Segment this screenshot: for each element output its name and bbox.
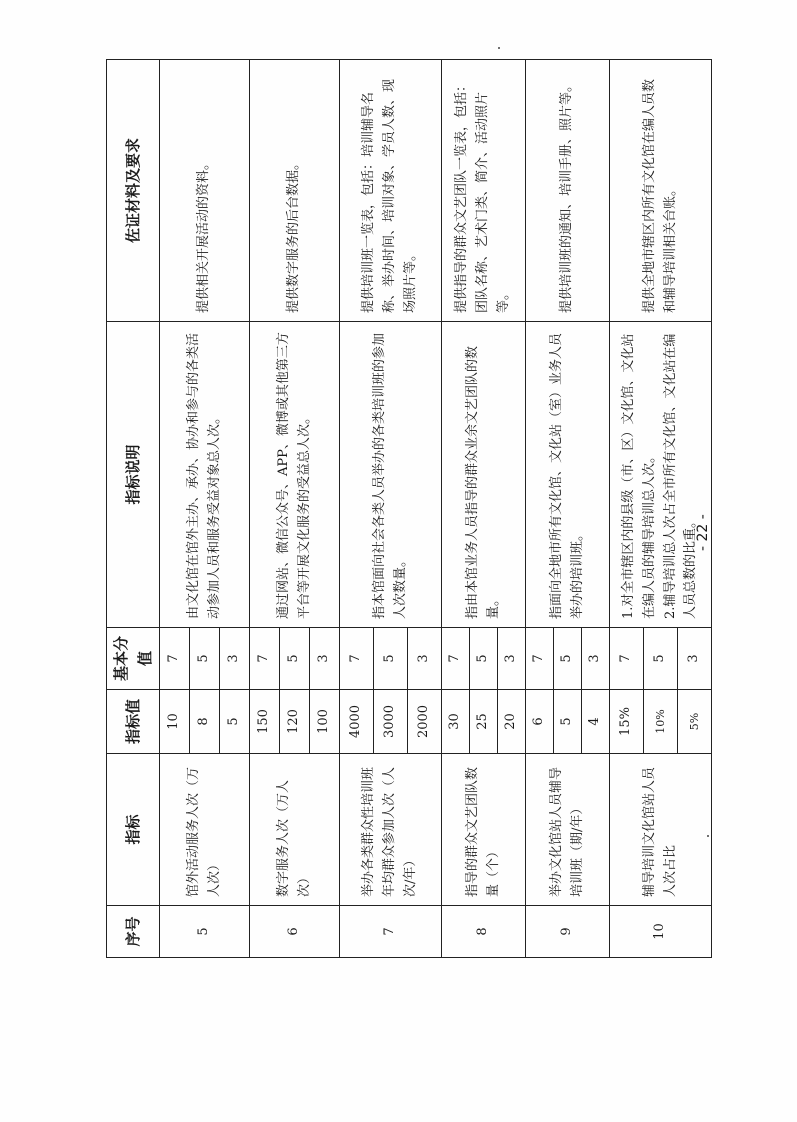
score-value: 5 bbox=[190, 628, 220, 690]
target-value: 5 bbox=[554, 690, 582, 754]
target-value: 5 bbox=[220, 690, 250, 754]
header-seq: 序号 bbox=[107, 906, 160, 958]
score-value: 3 bbox=[310, 628, 340, 690]
score-value: 7 bbox=[160, 628, 190, 690]
table-row bbox=[250, 60, 280, 958]
row-explanation: 指面向全地市所有文化馆、文化站（室）业务人员举办的培训班。 bbox=[526, 322, 610, 628]
row-seq: 9 bbox=[526, 906, 610, 958]
table-row bbox=[442, 60, 470, 958]
row-indicator: 馆外活动服务人次（万人次） bbox=[160, 754, 250, 906]
header-evidence: 佐证材料及要求 bbox=[107, 60, 160, 322]
row-indicator: 举办文化馆站人员辅导培训班（期/年） bbox=[526, 754, 610, 906]
target-value: 120 bbox=[280, 690, 310, 754]
target-value: 6 bbox=[526, 690, 554, 754]
score-value: 3 bbox=[408, 628, 442, 690]
row-explanation: 由文化馆在馆外主办、承办、协办和参与的各类活动参加人员和服务受益对象总人次。 bbox=[160, 322, 250, 628]
score-value: 3 bbox=[220, 628, 250, 690]
target-value: 8 bbox=[190, 690, 220, 754]
score-value: 7 bbox=[340, 628, 374, 690]
target-value: 10% bbox=[644, 690, 678, 754]
row-seq: 7 bbox=[340, 906, 442, 958]
evaluation-table bbox=[106, 59, 712, 958]
score-value: 5 bbox=[554, 628, 582, 690]
row-explanation: 指由本馆业务人员指导的群众业余文艺团队的数量。 bbox=[442, 322, 526, 628]
target-value: 10 bbox=[160, 690, 190, 754]
header-indicator: 指标 bbox=[107, 754, 160, 906]
scan-speck bbox=[707, 835, 709, 837]
score-value: 7 bbox=[610, 628, 644, 690]
row-indicator: 辅导培训文化馆站人员人次占比 bbox=[610, 754, 712, 906]
row-indicator: 数字服务人次（万人次） bbox=[250, 754, 340, 906]
row-seq: 8 bbox=[442, 906, 526, 958]
score-value: 7 bbox=[526, 628, 554, 690]
target-value: 100 bbox=[310, 690, 340, 754]
scan-speck bbox=[498, 47, 500, 49]
row-explanation: 通过网站、微信公众号、APP、微博或其他第三方平台等开展文化服务的受益总人次。 bbox=[250, 322, 340, 628]
score-value: 5 bbox=[644, 628, 678, 690]
target-value: 15% bbox=[610, 690, 644, 754]
row-seq: 6 bbox=[250, 906, 340, 958]
table-header-row bbox=[107, 60, 160, 958]
table-row bbox=[160, 60, 190, 958]
target-value: 5% bbox=[678, 690, 712, 754]
row-evidence: 提供培训班一览表，包括：培训辅导名称、举办时间、培训对象、学员人数、现场照片等。 bbox=[340, 60, 442, 322]
row-explanation: 指本馆面向社会各类人员举办的各类培训班的参加人次数量。 bbox=[340, 322, 442, 628]
table-row bbox=[526, 60, 554, 958]
header-target: 指标值 bbox=[107, 690, 160, 754]
target-value: 20 bbox=[498, 690, 526, 754]
table-row bbox=[340, 60, 374, 958]
header-explanation: 指标说明 bbox=[107, 322, 160, 628]
table-row bbox=[610, 60, 644, 958]
score-value: 5 bbox=[374, 628, 408, 690]
header-score: 基本分值 bbox=[107, 628, 160, 690]
target-value: 3000 bbox=[374, 690, 408, 754]
row-seq: 10 bbox=[610, 906, 712, 958]
score-value: 3 bbox=[498, 628, 526, 690]
target-value: 4 bbox=[582, 690, 610, 754]
row-evidence: 提供培训班的通知、培训手册、照片等。 bbox=[526, 60, 610, 322]
row-evidence: 提供相关开展活动的资料。 bbox=[160, 60, 250, 322]
row-evidence: 提供指导的群众文艺团队一览表，包括：团队名称、艺术门类、简介、活动照片等。 bbox=[442, 60, 526, 322]
target-value: 30 bbox=[442, 690, 470, 754]
score-value: 3 bbox=[678, 628, 712, 690]
page-number: - 22 - bbox=[695, 514, 711, 551]
explanation-line: 2.辅导培训总人次占全市所有文化馆、文化站在编人员总数的比重。 bbox=[662, 333, 699, 619]
score-value: 5 bbox=[470, 628, 498, 690]
target-value: 25 bbox=[470, 690, 498, 754]
row-evidence: 提供数字服务的后台数据。 bbox=[250, 60, 340, 322]
row-indicator: 指导的群众文艺团队数量（个） bbox=[442, 754, 526, 906]
score-value: 5 bbox=[280, 628, 310, 690]
row-seq: 5 bbox=[160, 906, 250, 958]
score-value: 7 bbox=[442, 628, 470, 690]
explanation-line: 1.对全市辖区内的县级（市、区）文化馆、文化站在编人员的辅导培训总人次。 bbox=[620, 333, 657, 619]
target-value: 4000 bbox=[340, 690, 374, 754]
target-value: 2000 bbox=[408, 690, 442, 754]
row-evidence: 提供全地市辖区内所有文化馆在编人员数和辅导培训相关台账。 bbox=[610, 60, 712, 322]
row-explanation bbox=[610, 322, 712, 628]
row-indicator: 举办各类群众性培训班年均群众参加人次（人次/年） bbox=[340, 754, 442, 906]
target-value: 150 bbox=[250, 690, 280, 754]
score-value: 7 bbox=[250, 628, 280, 690]
score-value: 3 bbox=[582, 628, 610, 690]
